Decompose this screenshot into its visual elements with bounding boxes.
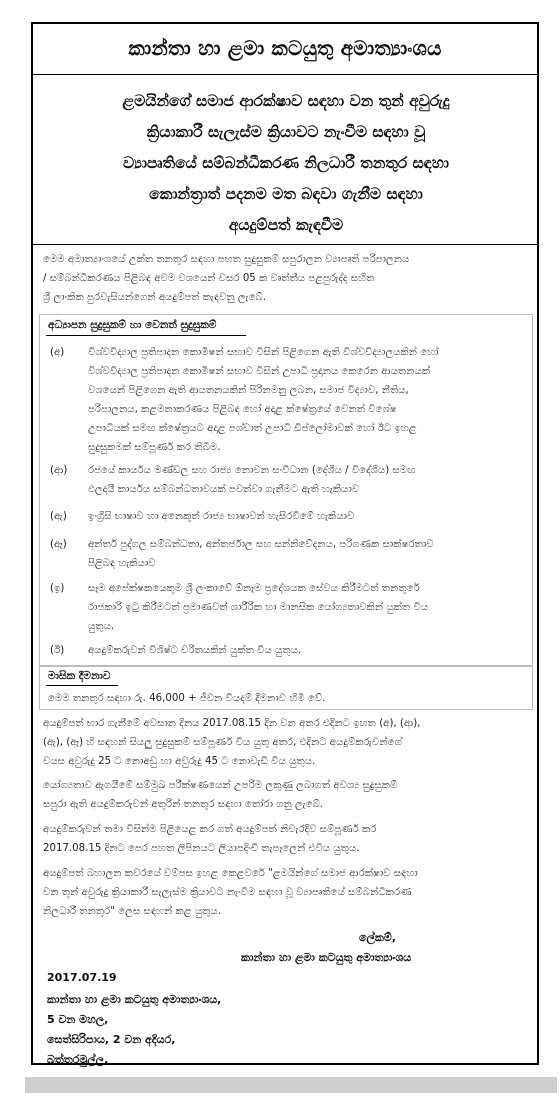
paragraph-line: වන තුන් අවුරුදු ක්‍රියාකාරී සැලැස්ම ක්‍රියාවට නැංවීම සඳහා වූ ව්‍යාපෘතියේ සම්බන්ධීකරණ [43,887,412,898]
address-line: 5 වන මහල, [47,1013,109,1026]
item-marker: (ඊ) [50,645,65,656]
salary-heading: මාසික දීමනාව [48,670,111,682]
headline-line: කොන්ත්‍රාත් පදනම මත බඳවා ගැනීම සඳහා [149,185,423,203]
paragraph-line: සපුරා ඇති අයදුම්කරුවන් අතුරින් තනතුර සඳහා තෝරා ගනු ලැබේ. [43,799,324,810]
salary-box [39,666,533,710]
intro-paragraph [43,250,531,307]
notice-date: 2017.07.19 [47,971,117,984]
item-marker: (අ) [50,347,65,358]
headline-divider [33,244,537,245]
item-marker: (ඈ) [50,539,67,550]
item-text [88,461,538,499]
item-text [88,641,538,660]
address-block [47,990,221,1070]
item-text [88,579,538,636]
item-line: උපාධියක් සමඟ ක්ෂේත්‍රයට අදාළ පශ්චාත් උපාධි ඩිප්ලෝමාවක් හෝ ඊට ඉහළ [88,423,417,434]
item-marker: (ඉ) [50,583,65,594]
heading-underline [46,335,246,336]
page-bottom-bar [25,1077,557,1093]
item-text [88,507,538,526]
headline-line: ව්‍යාපෘතියේ සම්බන්ධීකරණ නිලධාරී තනතුර සඳහා [122,154,450,172]
title-divider [33,74,537,75]
paragraph-line: නිලධාරී තනතුර" ලෙස සඳහන් කළ යුතුය. [43,906,221,917]
headline-line: ක්‍රියාකාරී සැලැස්ම ක්‍රියාවට නැංවීම සඳහා වූ [146,123,426,141]
heading-underline [46,685,118,686]
signoff-ministry: කාන්තා හා ළමා කටයුතු අමාත්‍යාංශය [241,951,412,964]
intro-line: මෙම අමාත්‍යාංශයේ උක්ත තනතුර සඳහා පහත සුදුසුකම් සපුරාලන ව්‍යාපෘති පරිපාලනය [43,254,410,265]
deadline-paragraph [43,714,531,771]
item-marker: (ඇ) [50,511,67,522]
headline-line: ළමයින්ගේ සමාජ ආරක්ෂාව සඳහා වන තුන් අවුරුදු [122,92,450,110]
item-line: අන්තර් පුද්ගල සම්බන්ධතා, අන්තර්ජාල සහ සන්නිවේදනය, පරිගණක සාක්ෂරතාව [88,539,434,550]
item-line: රාජකාරි ඉටු කිරීමටත් ප්‍රමාණවත් ශාරීරික හා මානසික යෝග්‍යතාවකින් යුක්ත විය [88,602,429,613]
paragraph-line: අයදුම්පත් භාර ගැනීමේ අවසාන දිනය 2017.08.15 දින වන අතර එදිනට ඉහත (අ), (ආ), [43,718,421,729]
envelope-paragraph [43,864,531,921]
paragraph-line: 2017.08.15 දිනට පෙර පහත ලිපිනයට ලියාපදිංචි තැපෑලෙන් එවිය යුතුය. [43,843,360,854]
paragraph-line: (ඇ), (ඈ) හි සඳහන් සියලු සුදුසුකම් සම්පූර්ණ විය යුතු අතර, එදිනට අයදුම්කරුවන්ගේ [43,737,402,748]
item-line: පිළිබඳ හැකියාව [88,558,156,569]
item-line: ඉංග්‍රීසි භාෂාව හා අනෙකුත් රාජ්‍ය භාෂාවන් හැසිරවීමේ හැකියාව [88,511,355,522]
paragraph-line: යෝග්‍යතාව ඇගයීමේ සම්මුඛ පරීක්ෂණයෙන් උපරිම ලකුණු ලබාගත් අවශ්‍ය සුදුසුකම් [43,780,398,791]
address-line: සෙත්සිරිපාය, 2 වන අදියර, [47,1033,176,1046]
item-line: සුදුසුකමක් සම්පූර්ණ කර තිබීම. [88,442,221,453]
signoff-title: ලේකම්, [359,931,396,944]
notice-frame [31,22,539,1065]
item-line: වශයෙන් පිළිගෙන ඇති ආයතනයකින් පිරිනමනු ලබන, සමාජ විද්‍යාව, නීතිය, [88,385,409,396]
paragraph-line: අයදුම්කරුවන් තමා විසින්ම පිළියෙළ කර ගත් අයදුම්පත් නිවැරදිව සම්පූර්ණ කර [43,824,377,835]
item-marker: (ආ) [50,465,68,476]
item-line: විශ්වවිද්‍යාල ප්‍රතිපාදන කොමිෂන් සභාව විසින් පිළිගෙන ඇති විශ්වවිද්‍යාලයකින් හෝ [88,347,439,358]
item-text [88,535,538,573]
paragraph-line: වයස අවුරුදු 25 ට නොඅඩු හා අවුරුදු 45 ට නොවැඩි විය යුතුය. [43,756,316,767]
intro-line: ශ්‍රී ලාංකික පුරවැසියන්ගෙන් අයදුම්පත් කැඳවනු ලැබේ. [43,292,266,303]
qualifications-heading: අධ්‍යාපන සුදුසුකම් හා වෙනත් සුදුසුකම් [48,319,217,331]
item-line: අයදුම්කරුවන් විශිෂ්ට චරිතයකින් යුක්ත විය යුතුය. [88,645,302,656]
headline-line: අයදුම්පත් කැඳවීම [228,216,344,234]
item-line: පරිපාලනය, කළමනාකරණය පිළිබඳ හෝ අදාළ ක්ෂේත්‍රයේ වෙනත් විශේෂ [88,404,397,415]
notice-headline [47,86,525,241]
ministry-title: කාන්තා හා ළමා කටයුතු අමාත්‍යාංශය [128,36,442,60]
item-text [88,343,538,457]
interview-paragraph [43,776,531,814]
submission-paragraph [43,820,531,858]
item-line: ඵලදායී කාර්යය සම්බන්ධතාවයක් පවත්වා ගැනීමට ඇති හැකියාව [88,484,360,495]
notice-page [25,0,557,1075]
item-line: සෑම අපේක්ෂකයෙකුම ශ්‍රී ලංකාවේ ඕනෑම ප්‍රදේශයක සේවය කිරීමටත් තනතුරේ [88,583,420,594]
paragraph-line: අයදුම්පත් බහාලන කවරයේ වම්පස ඉහළ කෙළවරේ "ළමයින්ගේ සමාජ ආරක්ෂාව සඳහා [43,868,418,879]
item-line: යුතුය. [88,621,115,632]
address-line: කාන්තා හා ළමා කටයුතු අමාත්‍යාංශය, [47,993,222,1006]
salary-text: මෙම තනතුර සඳහා රු. 46,000 + ජීවන වියදම් දීමනාව හිමි වේ. [48,693,326,704]
qualifications-box [39,314,533,666]
address-line: බත්තරමුල්ල. [47,1053,109,1066]
item-line: රජයේ කාර්යය මණ්ඩල සහ රාජ්‍ය නොවන සංවිධාන (දේශීය / විදේශීය) සමඟ [88,465,416,476]
item-line: විශ්වවිද්‍යාල ප්‍රතිපාදන කොමිෂන් සභාව විසින් උපාධි ප්‍රදානය කෙරෙන ආයතනයක් [88,366,431,377]
intro-line: / සම්බන්ධීකරණය පිළිබඳ අවම වශයෙන් වසර 05 ක වෘත්තීය පළපුරුද්ද සහිත [43,273,375,284]
